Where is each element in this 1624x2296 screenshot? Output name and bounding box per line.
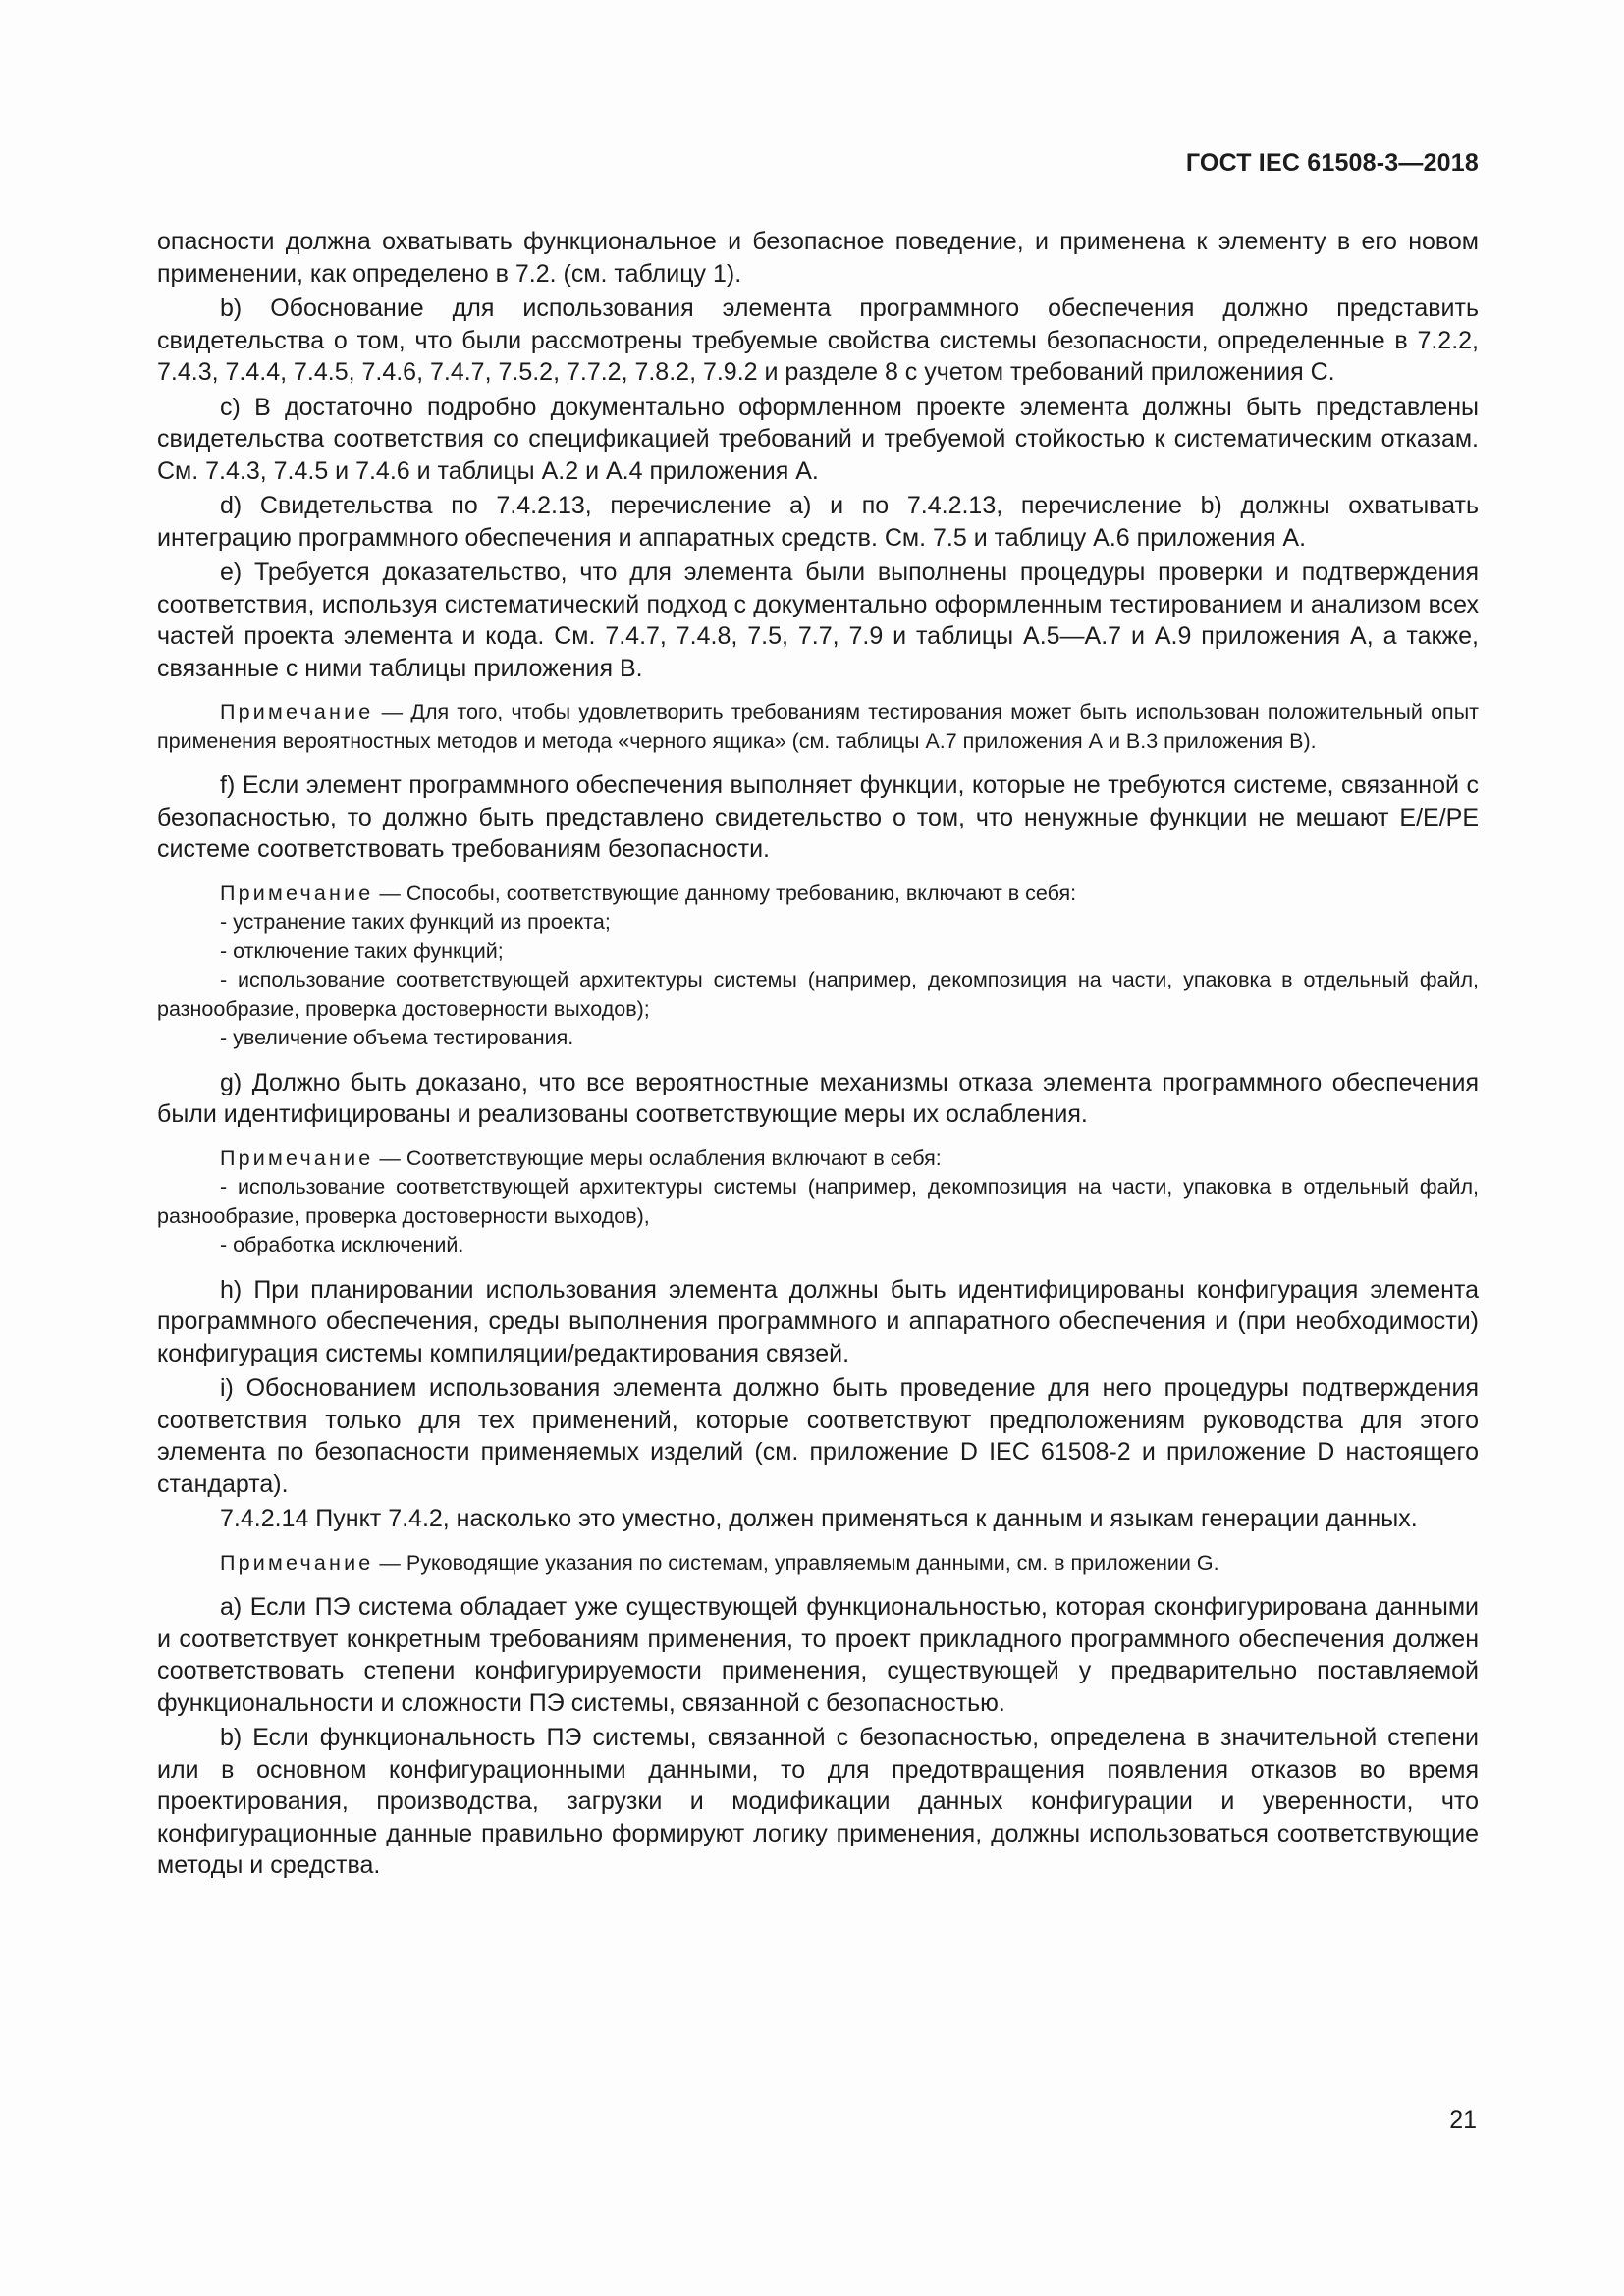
item-a-data: а) Если ПЭ система обладает уже существующей функциональностью, которая сконфигурирована данными и соответствует конкретным требованиям применения, то проект прикладного программного обеспечения должен соответствовать степени конфигурируемости применения, существующей у предварительно поставляемой функциональности и сложности ПЭ системы, связанной с безопасностью.	[157, 1593, 1479, 1717]
note-label: Примечание	[220, 700, 374, 723]
page-body	[157, 226, 1479, 1882]
note-label: Примечание	[220, 1146, 374, 1170]
list-item: - отключение таких функций;	[220, 938, 504, 963]
note-text: — Для того, чтобы удовлетворить требованиям тестирования может быть использован положительный опыт применения вероятностных методов и метода «черного ящика» (см. таблицы А.7 приложения А и В.3 приложения В).	[157, 700, 1479, 753]
item-g: g) Должно быть доказано, что все вероятностные механизмы отказа элемента программного обеспечения были идентифицированы и реализованы соответствующие меры их ослабления.	[157, 1068, 1479, 1128]
list-item: - увеличение объема тестирования.	[220, 1026, 574, 1049]
item-b-data: b) Если функциональность ПЭ системы, связанной с безопасностью, определена в значительной степени или в основном конфигурационными данными, то для предотвращения появления отказов во время проектирования, производства, загрузки и модификации данных конфигурации и уверенности, что конфигурационные данные правильно формируют логику применения, должны использоваться соответствующие методы и средства.	[157, 1724, 1479, 1879]
clause-7-4-2-14: 7.4.2.14 Пункт 7.4.2, насколько это уместно, должен применяться к данным и языкам генерации данных.	[220, 1505, 1418, 1532]
note-text: — Руководящие указания по системам, управляемым данными, см. в приложении G.	[373, 1550, 1219, 1575]
item-d: d) Свидетельства по 7.4.2.13, перечисление а) и по 7.4.2.13, перечисление b) должны охватывать интеграцию программного обеспечения и аппаратных средств. См. 7.5 и таблицу А.6 приложения А.	[157, 492, 1479, 552]
item-h: h) При планировании использования элемента должны быть идентифицированы конфигурация элемента программного обеспечения, среды выполнения программного и аппаратного обеспечения и (при необходимости) конфигурация системы компиляции/редактирования связей.	[157, 1275, 1479, 1367]
item-c: с) В достаточно подробно документально оформленном проекте элемента должны быть представлены свидетельства соответствия со спецификацией требований и требуемой стойкостью к систематическим отказам. См. 7.4.3, 7.4.5 и 7.4.6 и таблицы А.2 и А.4 приложения А.	[157, 393, 1479, 485]
item-e: е) Требуется доказательство, что для элемента были выполнены процедуры проверки и подтверждения соответствия, используя систематический подход с документально оформленным тестированием и анализом всех частей проекта элемента и кода. См. 7.4.7, 7.4.8, 7.5, 7.7, 7.9 и таблицы А.5—А.7 и А.9 приложения А, а также, связанные с ними таблицы приложения В.	[157, 559, 1479, 682]
item-i: i) Обоснованием использования элемента должно быть проведение для него процедуры подтверждения соответствия только для тех применений, которые соответствуют предположениям руководства для этого элемента по безопасности применяемых изделий (см. приложение D IEC 61508-2 и приложение D настоящего стандарта).	[157, 1374, 1479, 1498]
note-testing	[157, 698, 1479, 756]
note-text: — Соответствующие меры ослабления включают в себя:	[373, 1146, 942, 1170]
page-number: 21	[1449, 2107, 1477, 2134]
note-label: Примечание	[220, 881, 374, 905]
paragraph-continuation: опасности должна охватывать функциональное и безопасное поведение, и применена к элементу в его новом применении, как определено в 7.2. (см. таблицу 1).	[157, 228, 1479, 288]
list-item: - использование соответствующей архитектуры системы (например, декомпозиция на части, упаковка в отдельный файл, разнообразие, проверка достоверности выходов);	[157, 968, 1479, 1021]
note-text: — Способы, соответствующие данному требованию, включают в себя:	[373, 881, 1077, 905]
note-methods	[157, 880, 1479, 909]
note-data-driven	[157, 1549, 1479, 1578]
list-item: - обработка исключений.	[220, 1233, 464, 1256]
note-label: Примечание	[220, 1550, 374, 1575]
note-mitigation	[157, 1145, 1479, 1174]
standard-designation: ГОСТ IEC 61508-3—2018	[1185, 149, 1479, 177]
item-b: b) Обоснование для использования элемента программного обеспечения должно представить свидетельства о том, что были рассмотрены требуемые свойства системы безопасности, определенные в 7.2.2, 7.4.3, 7.4.4, 7.4.5, 7.4.6, 7.4.7, 7.5.2, 7.7.2, 7.8.2, 7.9.2 и разделе 8 с учетом требований приложениия С.	[157, 294, 1479, 386]
item-f: f) Если элемент программного обеспечения выполняет функции, которые не требуются системе, связанной с безопасностью, то должно быть представлено свидетельство о том, что ненужные функции не мешают E/E/PE системе соответствовать требованиям безопасности.	[157, 772, 1479, 863]
list-item: - устранение таких функций из проекта;	[220, 910, 611, 934]
list-item: - использование соответствующей архитектуры системы (например, декомпозиция на части, упаковка в отдельный файл, разнообразие, проверка достоверности выходов),	[157, 1175, 1479, 1228]
